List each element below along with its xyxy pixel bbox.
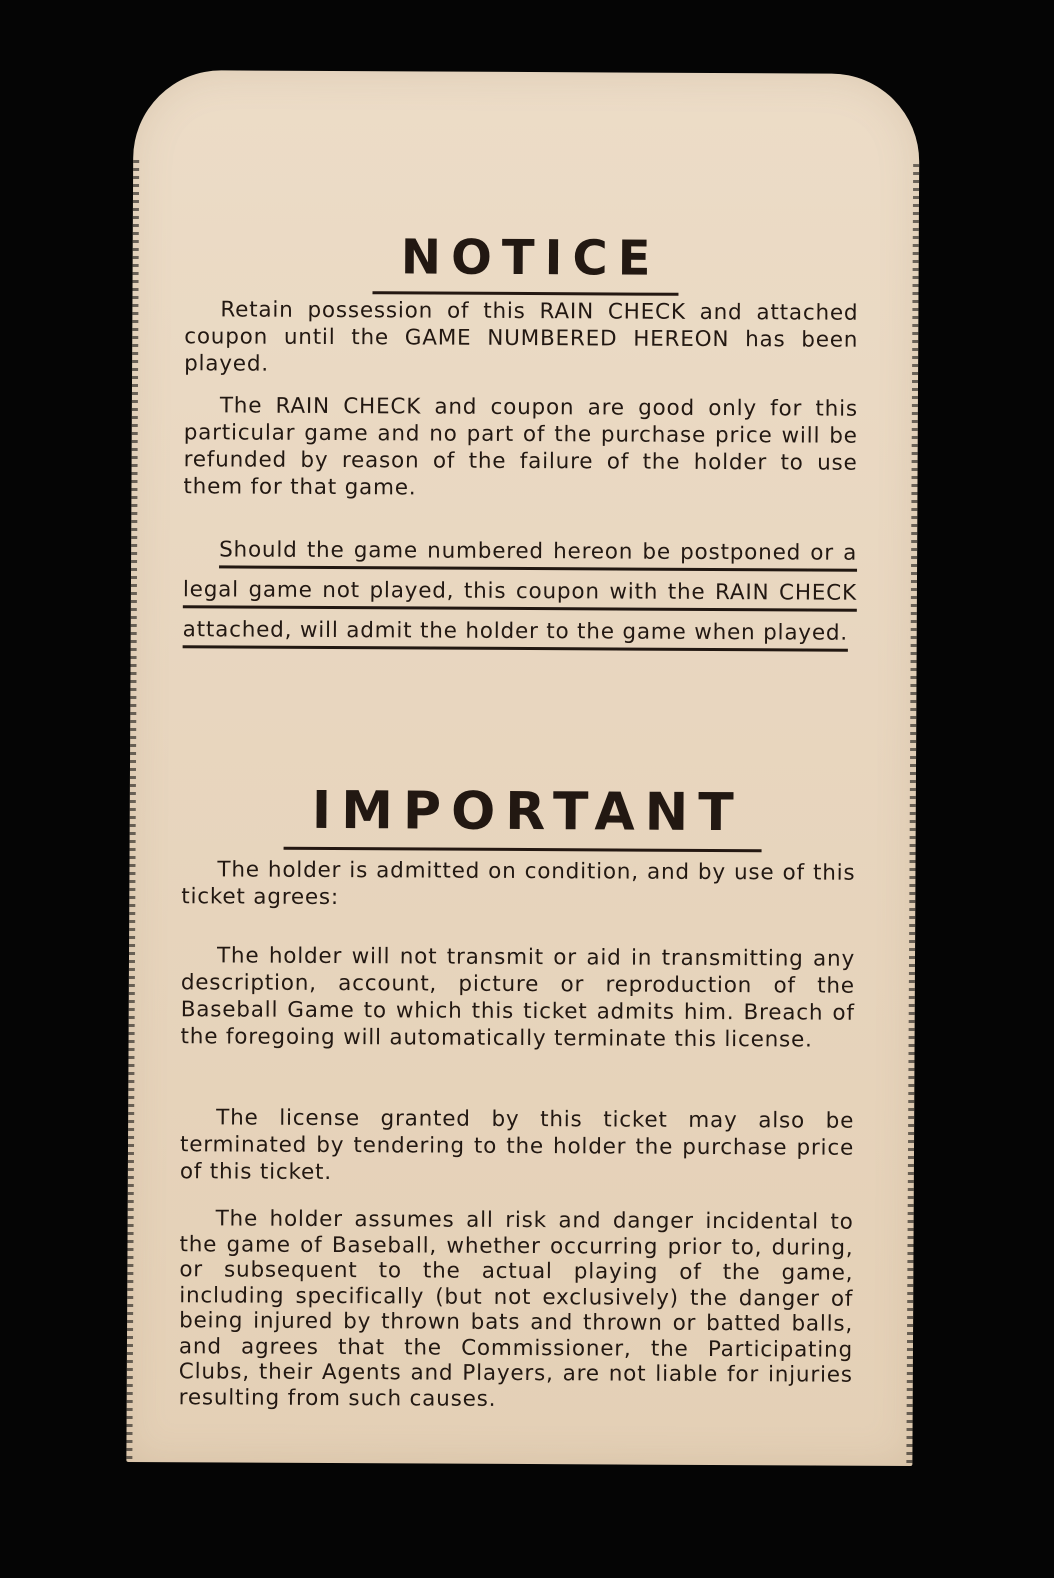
notice-heading-text: NOTICE — [373, 229, 679, 296]
important-paragraph-1: The holder is admitted on condition, and by use of this ticket agrees: — [181, 857, 856, 911]
notice-heading — [132, 228, 918, 297]
rain-check-ticket — [126, 70, 919, 1466]
important-heading — [130, 780, 916, 853]
important-paragraph-4: The holder assumes all risk and danger incidental to the game of Baseball, whether occurring prior to, during, or subsequent to the actual playing of the game, including specifically (but not exclusively) the danger of being injured by thrown bats and thrown or batted balls, and agrees that the Commissioner, the Participating Clubs, their Agents and Players, are not liable for injuries resulting from such causes. — [178, 1206, 854, 1412]
notice-paragraph-2: The RAIN CHECK and coupon are good only for this particular game and no part of the purchase price will be refunded by reason of the failure of the holder to use them for that game. — [183, 393, 858, 501]
important-paragraph-2: The holder will not transmit or aid in transmitting any description, account, picture or reproduction of the Baseball Game to which this ticket admits him. Breach of the foregoing will automatically terminate this license. — [180, 943, 856, 1053]
important-heading-text: IMPORTANT — [284, 781, 762, 853]
notice-paragraph-3-underlined — [183, 530, 858, 654]
notice-paragraph-1: Retain possession of this RAIN CHECK and attached coupon until the GAME NUMBERED HEREON has been played. — [184, 297, 859, 377]
notice-paragraph-3-text: Should the game numbered hereon be postponed or a legal game not played, this coupon with the RAIN CHECK attached, will admit the holder to the game when played. — [182, 537, 858, 646]
important-paragraph-3: The license granted by this ticket may also be terminated by tendering to the holder the purchase price of this ticket. — [179, 1105, 855, 1186]
